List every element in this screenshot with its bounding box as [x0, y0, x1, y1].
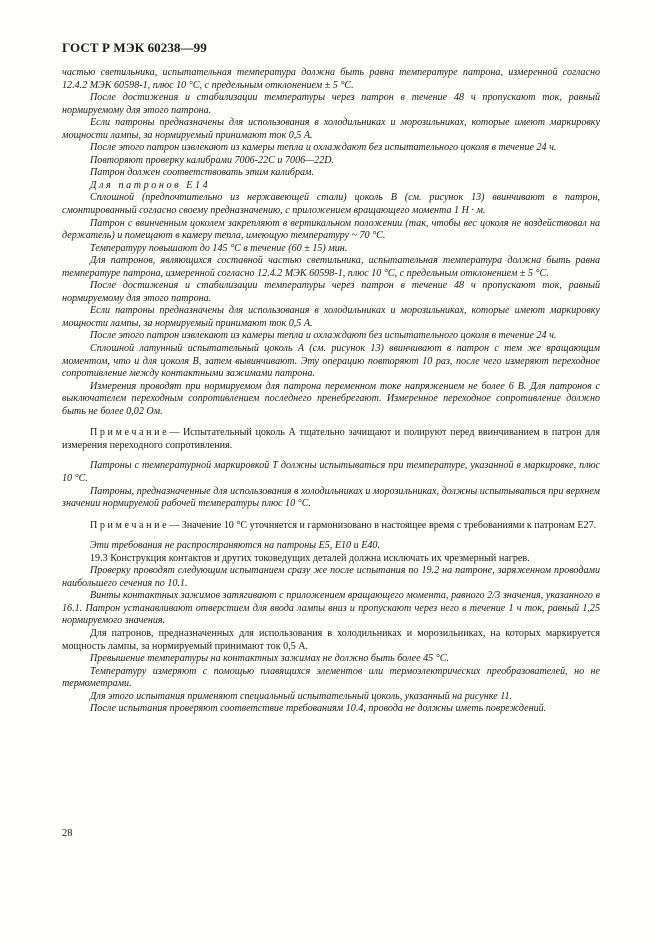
paragraph: Сплошной латунный испытательный цоколь А (см. рисунок 13) ввинчивают в патрон с тем же вращающим моментом, что и для цоколя В, затем вывинчивают. Эту операцию повторяют 10 раз, после чего измеряют переходное сопротивление между контактными зажимами патрона. [62, 343, 600, 380]
paragraph: После достижения и стабилизации температуры через патрон в течение 48 ч пропускают ток, равный нормируемому для этого патрона. [62, 92, 600, 116]
paragraph: Проверку проводят следующим испытанием сразу же после испытания по 19.2 на патроне, заряженном проводами наибольшего сечения по 10.1. [62, 565, 600, 589]
paragraph: Для патронов, являющихся составной частью светильника, испытательная температура должна быть равна температуре патрона, измеренной согласно 12.4.2 МЭК 60598-1, плюс 10 °С, с предельным отклонением ± 5 °С. [62, 255, 600, 279]
paragraph: После этого патрон извлекают из камеры тепла и охлаждают без испытательного цоколя в течение 24 ч. [90, 142, 557, 154]
note-2 [62, 520, 600, 533]
paragraph: частью светильника, испытательная температура должна быть равна температуре патрона, измеренной согласно 12.4.2 МЭК 60598-1, плюс 10 °С, с предельным отклонением ± 5 °С. [62, 67, 600, 91]
paragraph: Температуру измеряют с помощью плавящихся элементов или термоэлектрических преобразователей, но не термометрами. [62, 665, 600, 690]
paragraph: Эти требования не распространяются на патроны Е5, Е10 и Е40. [90, 540, 380, 552]
paragraph: После испытания проверяют соответствие требованиям 10.4, провода не должны иметь повреждений. [90, 703, 547, 715]
note-text: — Испытательный цоколь А тщательно зачищают и полируют перед ввинчиванием в патрон для измерения переходного сопротивления. [62, 427, 600, 451]
paragraph: Патроны, предназначенные для использования в холодильниках и морозильниках, должны испытываться при верхнем значении нормируемой рабочей температуры плюс 10 °С. [62, 485, 600, 510]
paragraph: Температуру повышают до 145 °С в течение (60 ± 15) мин. [90, 242, 348, 254]
document-body [62, 67, 600, 716]
paragraph: Повторяют проверку калибрами 7006-22С и 7006—22D. [90, 154, 335, 166]
paragraph: Патроны с температурной маркировкой Т должны испытываться при температуре, указанной в маркировке, плюс 10 °С. [62, 460, 600, 484]
paragraph: Если патроны предназначены для использования в холодильниках и морозильниках, которые имеют маркировку мощности лампы, за нормируемый принимают ток 0,5 А. [62, 117, 600, 141]
paragraph: После достижения и стабилизации температуры через патрон в течение 48 ч пропускают ток, равный нормируемому для этого патрона. [62, 280, 600, 304]
subheading-e14: Для патронов Е14 [90, 179, 211, 191]
paragraph: Сплошной (предпочтительно из нержавеющей стали) цоколь В (см. рисунок 13) ввинчивают в патрон, смонтированный согласно своему предназначению, с приложением вращающего момента 1 Н · м. [62, 192, 600, 217]
paragraph: Винты контактных зажимов затягивают с приложением вращающего момента, равного 2/3 значения, указанного в 16.1. Патрон устанавливают отверстием для ввода лампы вниз и пропускают через него в течение 1 ч ток, равный 1,25 нормируемого значения. [62, 590, 600, 627]
note-1 [62, 427, 600, 452]
note-label: Примечание [90, 519, 170, 531]
page-number: 28 [62, 828, 73, 839]
paragraph: Измерения проводят при нормируемом для патрона переменном токе напряжением не более 6 В. Для патронов с выключателем переходным сопротивлением последнего пренебрегают. Измеренное переходное сопротивление должно быть не более 0,02 Ом. [62, 380, 600, 417]
document-page [62, 40, 600, 716]
document-header: ГОСТ Р МЭК 60238—99 [62, 40, 207, 55]
paragraph: После этого патрон извлекают из камеры тепла и охлаждают без испытательного цоколя в течение 24 ч. [90, 330, 557, 342]
paragraph: Если патроны предназначены для использования в холодильниках и морозильниках, которые имеют маркировку мощности лампы, за нормируемый принимают ток 0,5 А. [62, 305, 600, 329]
note-text: — Значение 10 °С уточняется и гармонизовано в настоящее время с требованиями к патронам Е27. [169, 519, 597, 531]
paragraph: Превышение температуры на контактных зажимах не должно быть более 45 °С. [90, 653, 450, 665]
paragraph: Патрон должен соответствовать этим калибрам. [90, 167, 314, 179]
paragraph: Для патронов, предназначенных для использования в холодильниках и морозильниках, на которых маркируется мощность лампы, за нормируемый принимают ток 0,5 А. [62, 627, 600, 652]
clause-19-3: 19.3 Конструкция контактов и других токоведущих деталей должна исключать их чрезмерный нагрев. [90, 552, 530, 564]
paragraph: Патрон с ввинченным цоколем закрепляют в вертикальном положении (так, чтобы вес цоколя не воздействовал на держатель) и помещают в камеру тепла, имеющую температуру ~ 70 °С. [62, 217, 600, 242]
paragraph: Для этого испытания применяют специальный испытательный цоколь, указанный на рисунке 11. [90, 690, 513, 702]
note-label: Примечание [90, 427, 170, 439]
